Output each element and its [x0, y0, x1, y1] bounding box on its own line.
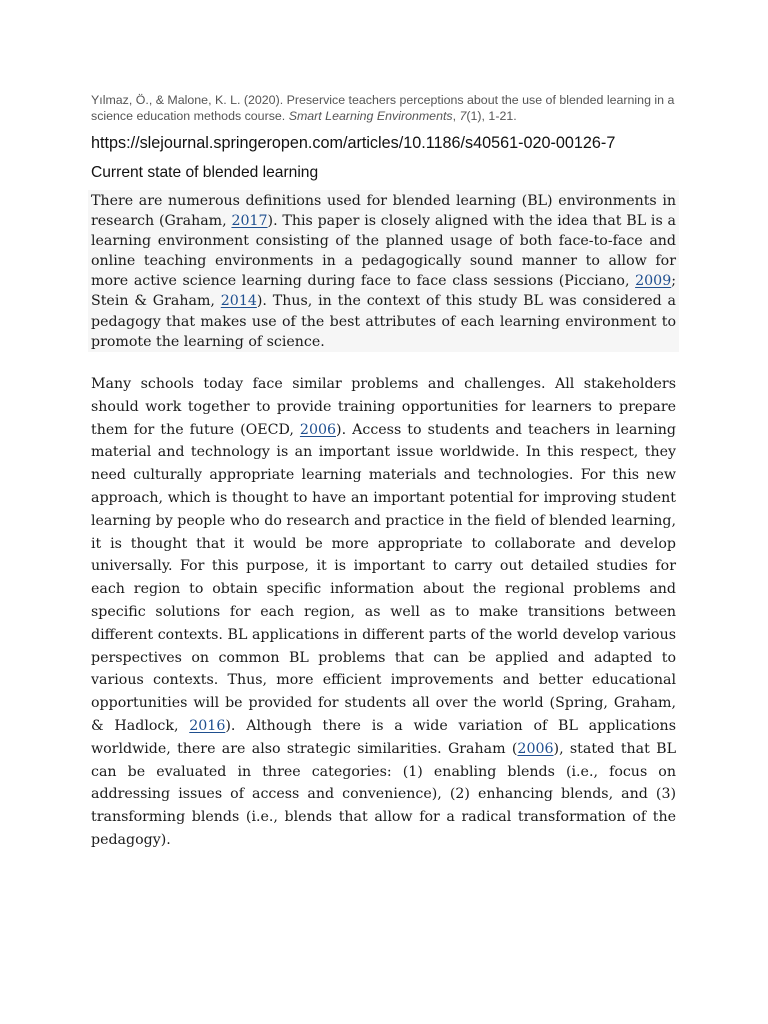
- citation-journal: Smart Learning Environments: [288, 109, 453, 123]
- paragraph-2: [91, 373, 676, 852]
- paragraph-2-text: ). Although there is a wide variation of BL applications worldwide, there are also strategic similarities. Graham (: [91, 717, 676, 757]
- reference-link-stein-graham-2014[interactable]: 2014: [220, 293, 257, 310]
- citation-issue-pages: (1), 1-21.: [466, 109, 517, 123]
- paragraph-2-text: ), stated that BL can be evaluated in three categories: (1) enabling blends (i.e., focus on addressing issues of access and convenience), (2) enhancing blends, and (3) transforming blends (i.e., blends that allow for a radical transformation of the pedagogy).: [91, 740, 676, 848]
- reference-link-graham-2006[interactable]: 2006: [517, 740, 554, 757]
- reference-link-spring-2016[interactable]: 2016: [189, 717, 226, 734]
- paragraph-1-text: There are numerous definitions used for blended learning (BL) environments in research (Graham,: [91, 193, 676, 230]
- paragraph-2-text: ). Access to students and teachers in learning material and technology is an important issue worldwide. In this respect, they need culturally appropriate learning materials and technologies. For this new approach, which is thought to have an important potential for improving student learning by people who do research and practice in the field of blended learning, it is thought that it would be more appropriate to collaborate and develop universally. For this purpose, it is important to carry out detailed studies for each region to obtain specific information about the regional problems and specific solutions for each region, as well as to make transitions between different contexts. BL applications in different parts of the world develop various perspectives on common BL problems that can be applied and adapted to various contexts. Thus, more efficient improvements and better educational opportunities will be provided for students all over the world (Spring, Graham, & Hadlock,: [91, 421, 677, 734]
- reference-link-picciano-2009[interactable]: 2009: [635, 273, 672, 290]
- paragraph-1-text: ). Thus, in the context of this study BL was considered a pedagogy that makes use of the best attributes of each learning environment to promote the learning of science.: [91, 293, 676, 350]
- section-heading: Current state of blended learning: [91, 164, 319, 181]
- article-url: https://slejournal.springeropen.com/articles/10.1186/s40561-020-00126-7: [91, 134, 616, 152]
- paragraph-1-text: ). This paper is closely aligned with the idea that BL is a learning environment consisting of the planned usage of both face-to-face and online teaching environments in a pedagogically sound manner to allow for more active science learning during face to face class sessions (Picciano,: [91, 213, 676, 290]
- paragraph-2-text: Many schools today face similar problems and challenges. All stakeholders should work together to provide training opportunities for learners to prepare them for the future (OECD,: [91, 376, 676, 438]
- paragraph-1-text: ; Stein & Graham,: [91, 273, 676, 310]
- citation-text: Yılmaz, Ö., & Malone, K. L. (2020). Preservice teachers perceptions about the use of blended learning in a science education methods course.: [91, 93, 675, 123]
- citation: Yılmaz, Ö., & Malone, K. L. (2020). Preservice teachers perceptions about the use of blended learning in a science education methods course. Smart Learning Environments, 7(1), 1-21.: [91, 93, 675, 123]
- reference-link-oecd-2006[interactable]: 2006: [299, 421, 337, 438]
- reference-link-graham-2017[interactable]: 2017: [231, 213, 268, 230]
- paragraph-1: [91, 191, 676, 352]
- citation-volume: 7: [459, 109, 467, 123]
